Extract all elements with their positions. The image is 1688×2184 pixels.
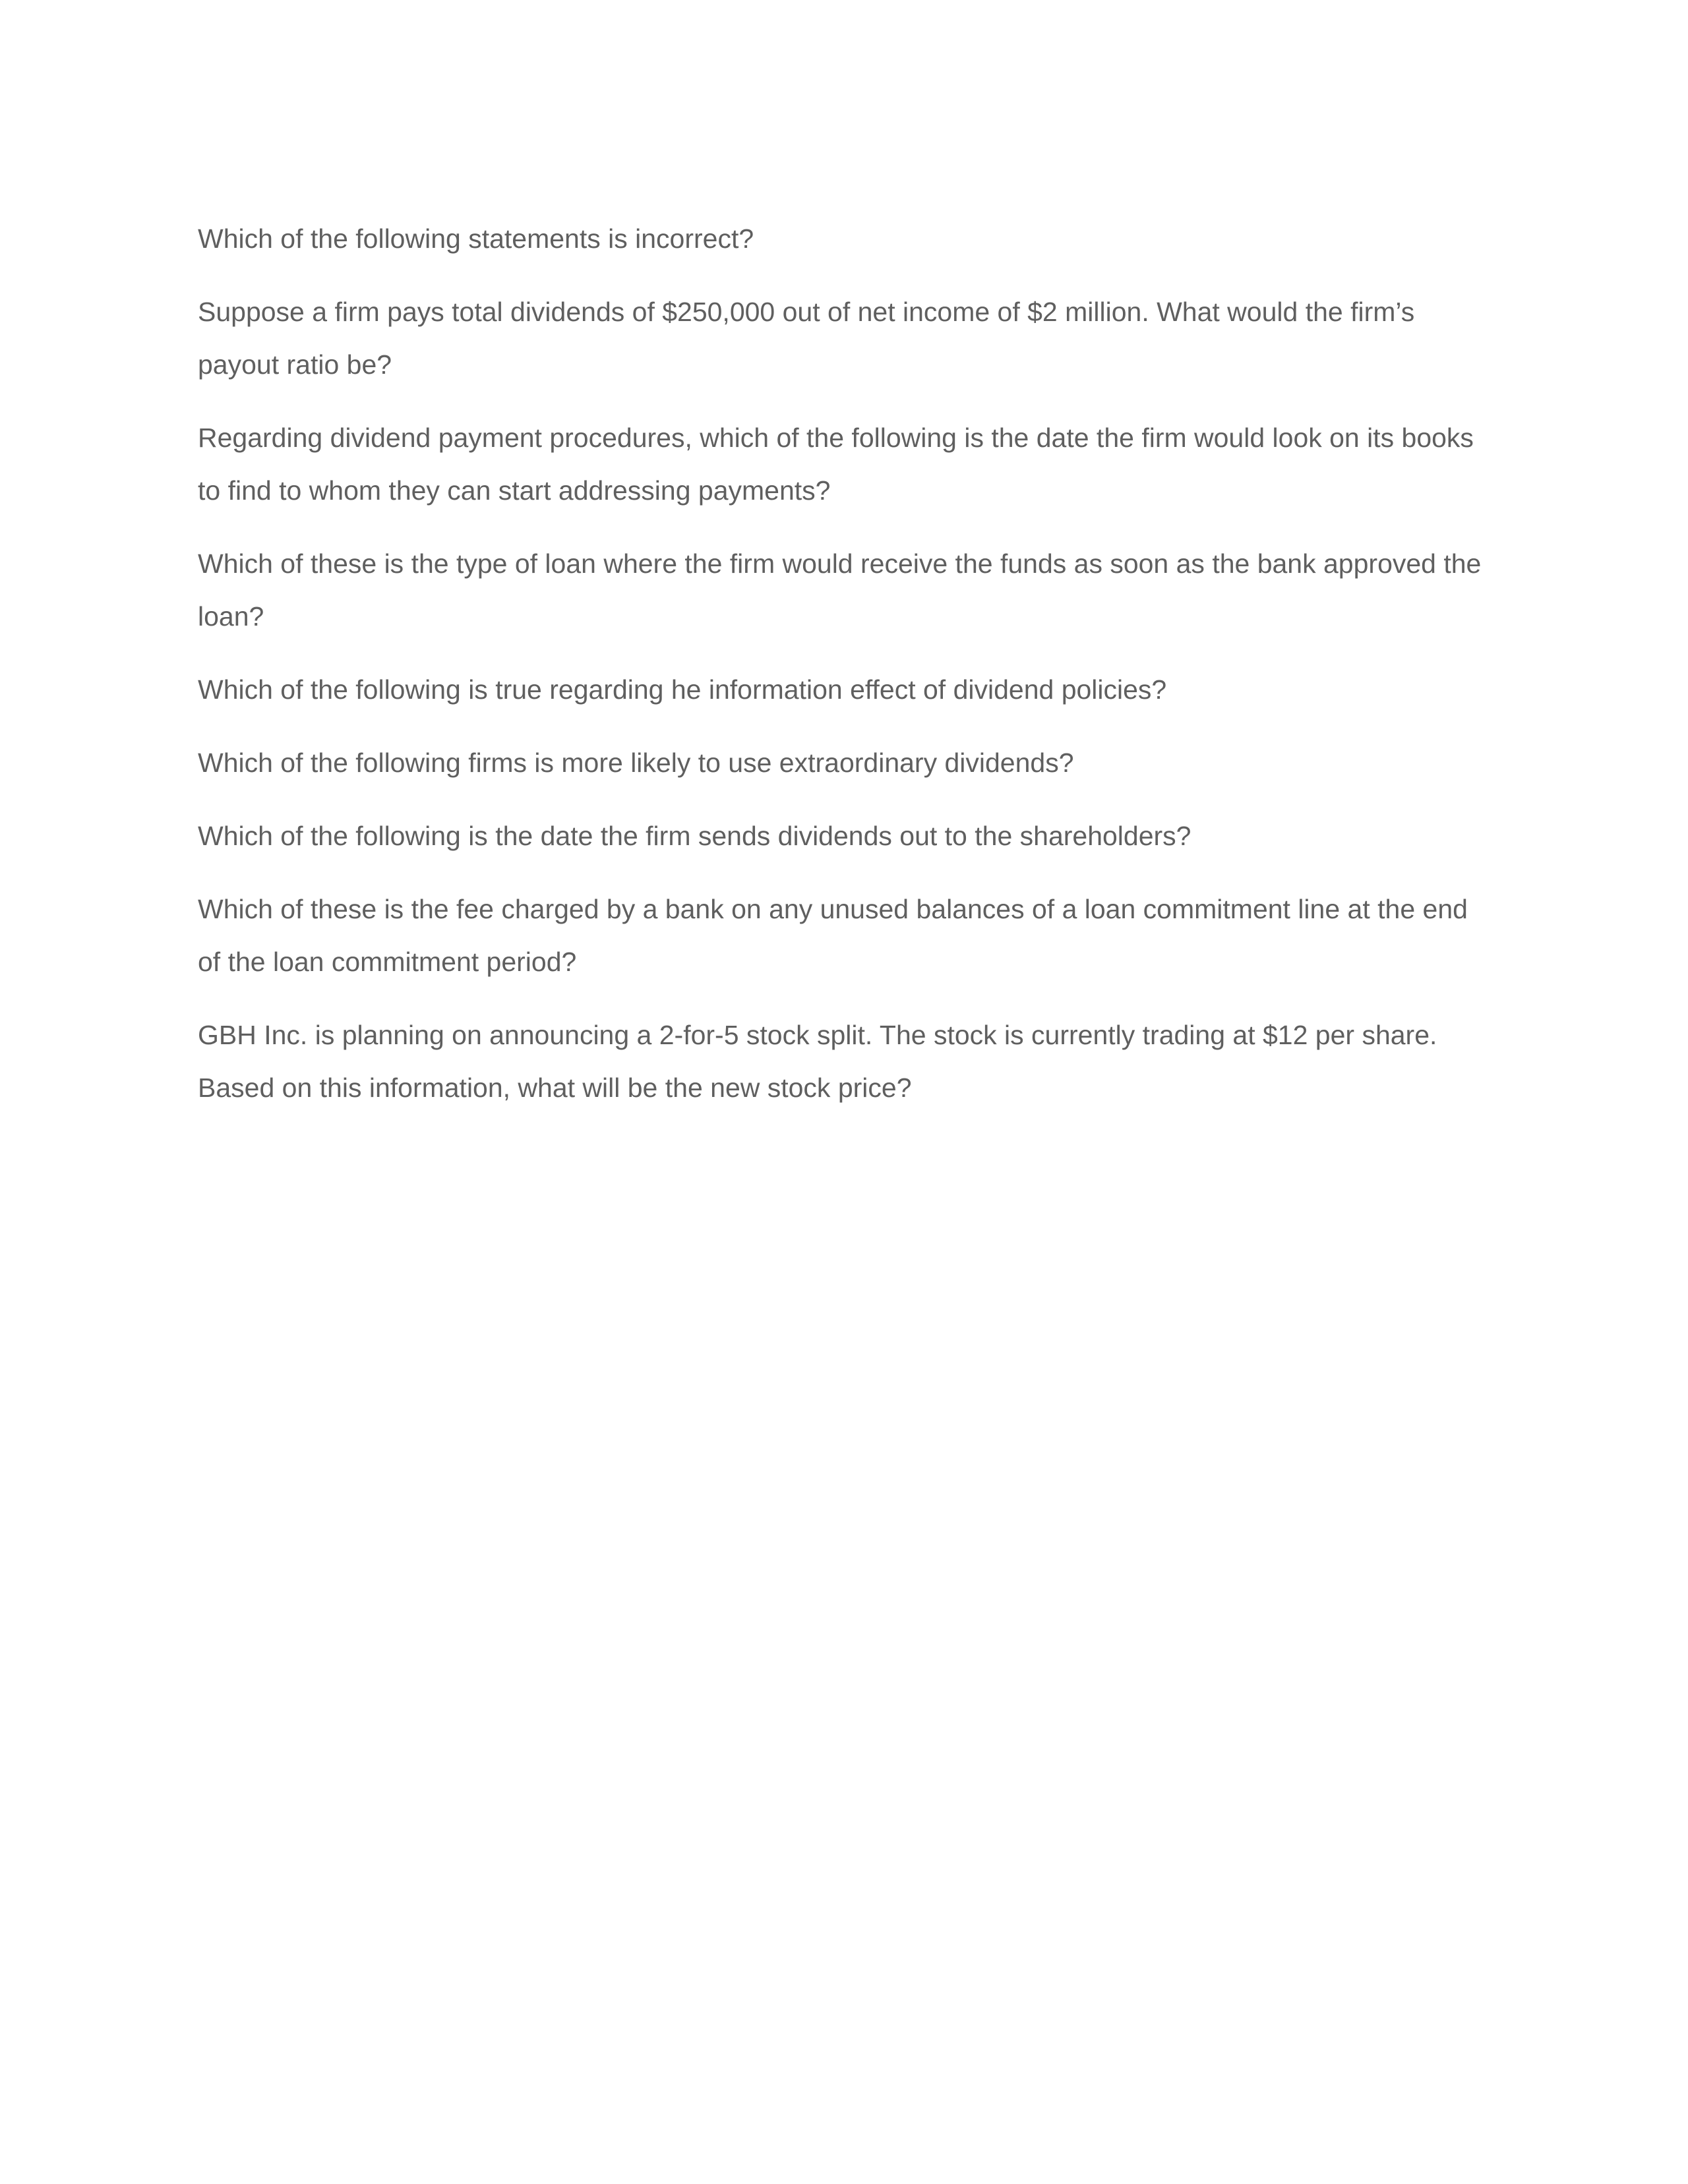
- question-4: Which of these is the type of loan where the firm would receive the funds as soon as the bank approved the loan?: [198, 548, 1482, 632]
- question-9: GBH Inc. is planning on announcing a 2-for-5 stock split. The stock is currently trading at $12 per share. Based on this information, what will be the new stock price?: [198, 1020, 1437, 1103]
- question-2: Suppose a firm pays total dividends of $250,000 out of net income of $2 million. What would the firm’s payout ratio be?: [198, 297, 1415, 380]
- question-6: Which of the following firms is more likely to use extraordinary dividends?: [198, 748, 1074, 778]
- question-7: Which of the following is the date the firm sends dividends out to the shareholders?: [198, 821, 1191, 851]
- question-8: Which of these is the fee charged by a bank on any unused balances of a loan commitment line at the end of the loan commitment period?: [198, 894, 1468, 977]
- question-list: [198, 212, 1490, 1135]
- question-5: Which of the following is true regarding he information effect of dividend policies?: [198, 674, 1167, 705]
- question-1: Which of the following statements is incorrect?: [198, 223, 754, 254]
- question-3: Regarding dividend payment procedures, which of the following is the date the firm would look on its books to find to whom they can start addressing payments?: [198, 423, 1474, 506]
